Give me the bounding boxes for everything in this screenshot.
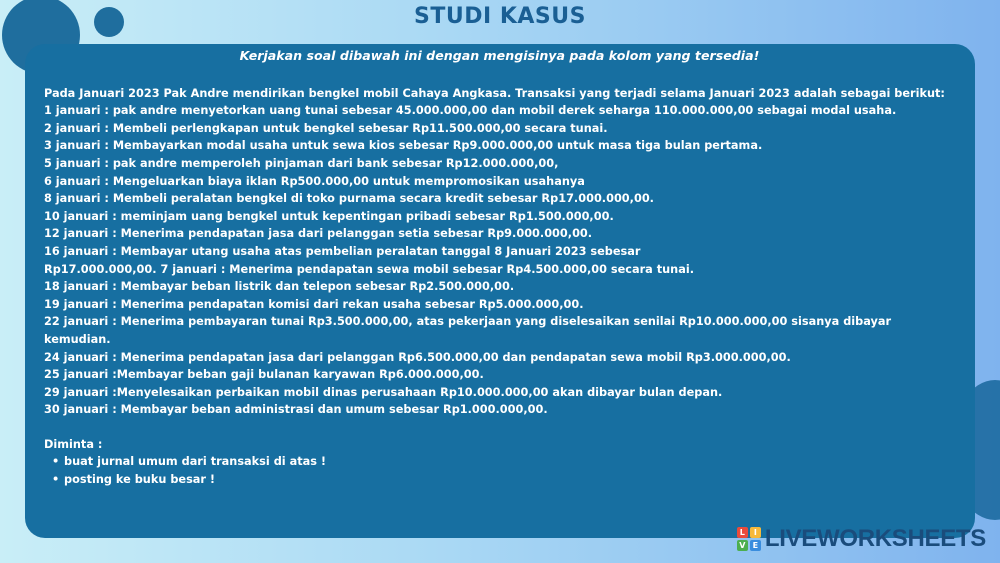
transaction-item: 29 januari :Menyelesaikan perbaikan mobil dinas perusahaan Rp10.000.000,00 akan dibayar bulan depan. bbox=[44, 385, 723, 399]
transaction-list bbox=[44, 102, 955, 419]
transaction-item: 6 januari : Mengeluarkan biaya iklan Rp500.000,00 untuk mempromosikan usahanya bbox=[44, 174, 585, 188]
transaction-item: 3 januari : Membayarkan modal usaha untuk sewa kios sebesar Rp9.000.000,00 untuk masa tiga bulan pertama. bbox=[44, 139, 763, 153]
transaction-item: 1 januari : pak andre menyetorkan uang tunai sebesar 45.000.000,00 dan mobil derek seharga 110.000.000,00 sebagai modal usaha. bbox=[44, 104, 897, 118]
liveworksheets-logo-icon bbox=[737, 527, 761, 551]
transaction-item: 8 januari : Membeli peralatan bengkel di toko purnama secara kredit sebesar Rp17.000.000,00. bbox=[44, 192, 654, 206]
logo-letter: E bbox=[750, 540, 761, 551]
requested-heading: Diminta : bbox=[44, 437, 103, 451]
instruction-text: Kerjakan soal dibawah ini dengan mengisinya pada kolom yang tersedia! bbox=[239, 48, 760, 63]
transaction-item: 22 januari : Menerima pembayaran tunai Rp3.500.000,00, atas pekerjaan yang diselesaikan senilai Rp10.000.000,00 sisanya dibayar kemudian. bbox=[44, 315, 892, 346]
logo-letter: L bbox=[737, 527, 748, 538]
requested-list bbox=[44, 453, 955, 488]
transaction-item: 19 januari : Menerima pendapatan komisi dari rekan usaha sebesar Rp5.000.000,00. bbox=[44, 297, 584, 311]
transaction-item: 30 januari : Membayar beban administrasi dan umum sebesar Rp1.000.000,00. bbox=[44, 403, 548, 417]
transaction-item: 2 januari : Membeli perlengkapan untuk bengkel sebesar Rp11.500.000,00 secara tunai. bbox=[44, 121, 608, 135]
transaction-item: 18 januari : Membayar beban listrik dan telepon sebesar Rp2.500.000,00. bbox=[44, 280, 515, 294]
brand-name: LIVEWORKSHEETS bbox=[764, 525, 986, 552]
requested-item: • buat jurnal umum dari transaksi di atas ! bbox=[64, 453, 955, 471]
transaction-item: 10 januari : meminjam uang bengkel untuk kepentingan pribadi sebesar Rp1.500.000,00. bbox=[44, 209, 614, 223]
intro-paragraph: Pada Januari 2023 Pak Andre mendirikan bengkel mobil Cahaya Angkasa. Transaksi yang terjadi selama Januari 2023 adalah sebagai berikut: bbox=[44, 86, 945, 100]
transaction-item: 5 januari : pak andre memperoleh pinjaman dari bank sebesar Rp12.000.000,00, bbox=[44, 156, 559, 170]
page-title: STUDI KASUS bbox=[414, 4, 586, 29]
content-panel bbox=[25, 44, 975, 538]
transaction-item: 24 januari : Menerima pendapatan jasa dari pelanggan Rp6.500.000,00 dan pendapatan sewa mobil Rp3.000.000,00. bbox=[44, 350, 791, 364]
transaction-item: Rp17.000.000,00. 7 januari : Menerima pendapatan sewa mobil sebesar Rp4.500.000,00 secara tunai. bbox=[44, 262, 695, 276]
requested-item: • posting ke buku besar ! bbox=[64, 471, 955, 489]
transaction-item: 12 januari : Menerima pendapatan jasa dari pelanggan setia sebesar Rp9.000.000,00. bbox=[44, 227, 593, 241]
liveworksheets-brand[interactable] bbox=[737, 525, 986, 553]
logo-letter: V bbox=[737, 540, 748, 551]
logo-letter: I bbox=[750, 527, 761, 538]
transaction-item: 25 januari :Membayar beban gaji bulanan karyawan Rp6.000.000,00. bbox=[44, 368, 484, 382]
transaction-item: 16 januari : Membayar utang usaha atas pembelian peralatan tanggal 8 Januari 2023 sebesar bbox=[44, 244, 641, 258]
